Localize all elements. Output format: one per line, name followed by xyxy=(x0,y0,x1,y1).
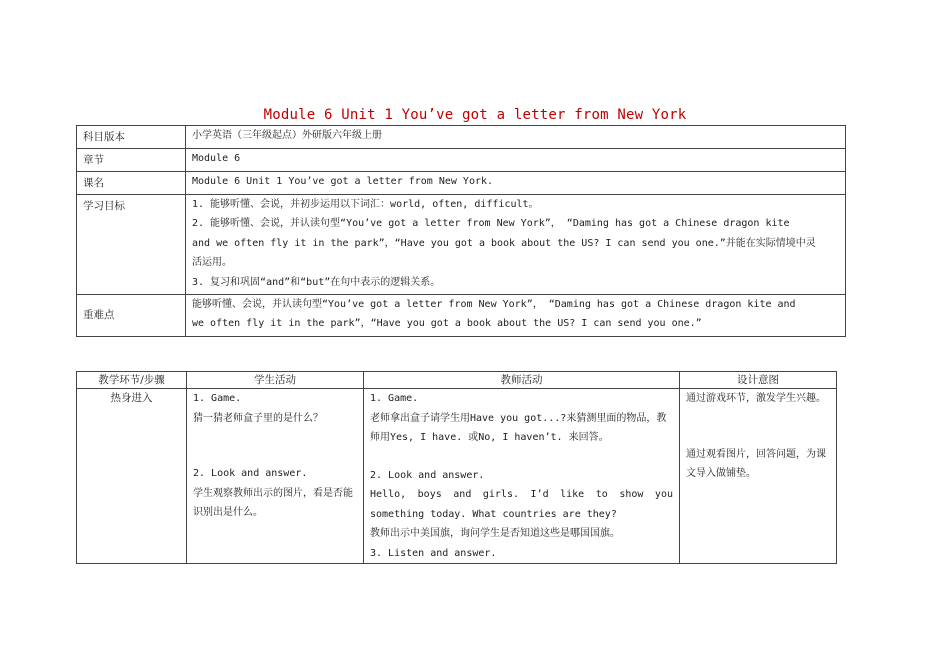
stage-cell: 热身进入 xyxy=(77,389,187,564)
spacer xyxy=(193,446,357,464)
row-value: Module 6 xyxy=(186,148,846,171)
table-row xyxy=(77,389,837,564)
teacher-activity-cell xyxy=(364,389,680,564)
table-row xyxy=(77,126,846,149)
course-info-table xyxy=(76,125,846,337)
row-label: 章节 xyxy=(77,148,186,171)
table-row xyxy=(77,194,846,294)
activity-text: 学生观察教师出示的图片，看是否能识别出是什么。 xyxy=(193,487,353,518)
column-header: 教师活动 xyxy=(364,372,680,389)
document-title: Module 6 Unit 1 You’ve got a letter from New York xyxy=(263,107,687,123)
activity-text: 教师出示中美国旗，询问学生是否知道这些是哪国国旗。 xyxy=(370,528,620,539)
row-value xyxy=(186,294,846,336)
activity-title: 2. Look and answer. xyxy=(370,469,485,481)
design-intent-cell xyxy=(680,389,837,564)
activity-title: 1. Game. xyxy=(370,393,419,404)
objective-line: 活运用。 xyxy=(192,257,232,268)
row-label: 重难点 xyxy=(77,294,186,336)
spacer xyxy=(686,409,830,427)
column-header: 学生活动 xyxy=(187,372,364,389)
row-value: Module 6 Unit 1 You’ve got a letter from New York. xyxy=(186,171,846,194)
row-value: 小学英语（三年级起点）外研版六年级上册 xyxy=(186,126,846,149)
spacer xyxy=(370,448,673,466)
intent-text: 通过观看图片，回答问题，为课文导入做铺垫。 xyxy=(686,448,826,479)
table-row xyxy=(77,148,846,171)
key-point-line: 能够听懂、会说，并认读句型“You’ve got a letter from New York”， “Daming has got a Chinese dragon kite and xyxy=(192,298,796,310)
row-label: 科目版本 xyxy=(77,126,186,149)
row-label: 学习目标 xyxy=(77,194,186,294)
objective-line: 1. 能够听懂、会说，并初步运用以下词汇：world, often, difficult。 xyxy=(192,198,539,210)
activity-title: 1. Game. xyxy=(193,393,242,404)
spacer xyxy=(193,428,357,446)
objective-line: 2. 能够听懂、会说，并认读句型“You’ve got a letter from New York”， “Daming has got a Chinese dragon kite xyxy=(192,218,790,229)
spacer xyxy=(686,427,830,445)
activity-text: 老师拿出盒子请学生用Have you got...?来猜测里面的物品，教师用Yes, I have. 或No, I haven’t. 来回答。 xyxy=(370,412,667,443)
activity-text: 猜一猜老师盒子里的是什么？ xyxy=(193,412,323,424)
column-header: 教学环节/步骤 xyxy=(77,372,187,389)
activity-title: 2. Look and answer. xyxy=(193,468,308,479)
objective-line: 3. 复习和巩固“and”和“but”在句中表示的逻辑关系。 xyxy=(192,276,441,288)
row-label: 课名 xyxy=(77,171,186,194)
intent-text: 通过游戏环节，激发学生兴趣。 xyxy=(686,393,826,404)
table-row xyxy=(77,171,846,194)
student-activity-cell xyxy=(187,389,364,564)
table-header-row xyxy=(77,372,837,389)
activity-title: 3. Listen and answer. xyxy=(370,547,497,559)
activity-text: Hello, boys and girls. I’d like to show you something today. What countries are they? xyxy=(370,489,673,520)
teaching-steps-table xyxy=(76,371,837,564)
row-value xyxy=(186,194,846,294)
column-header: 设计意图 xyxy=(680,372,837,389)
objective-line: and we often fly it in the park”，“Have you got a book about the US? I can send you one.”并能在实际情境中灵 xyxy=(192,237,816,249)
key-point-line: we often fly it in the park”，“Have you got a book about the US? I can send you one.” xyxy=(192,318,702,329)
table-row xyxy=(77,294,846,336)
